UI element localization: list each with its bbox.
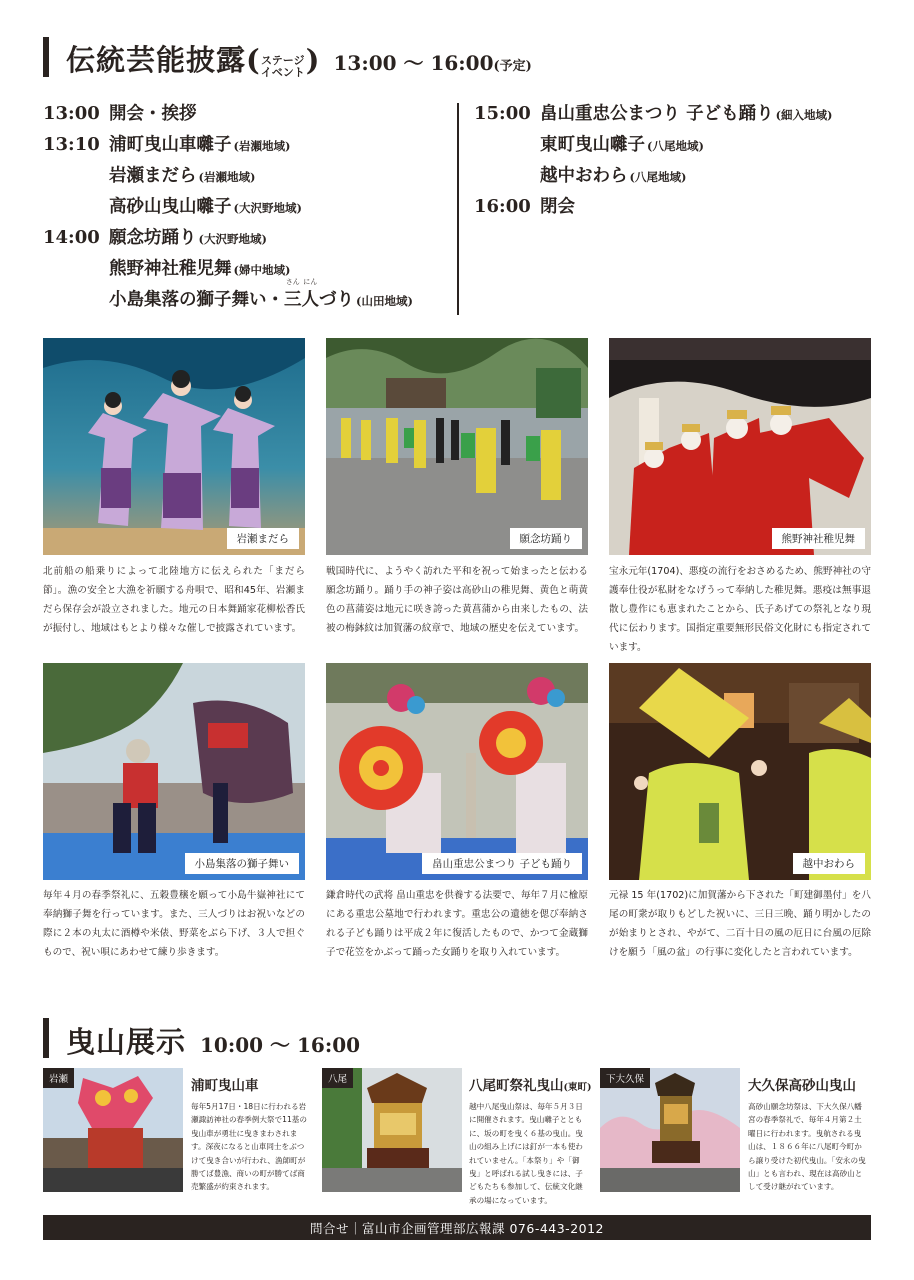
ruby-word (284, 278, 319, 311)
owara-dance-illustration (609, 663, 871, 880)
photo-label: 熊野神社稚児舞 (772, 528, 866, 549)
schedule-row (43, 224, 413, 255)
schedule-event: 東町曳山囃子 (540, 135, 645, 155)
schedule-row (43, 193, 413, 224)
schedule-event: 願念坊踊り (109, 228, 197, 248)
hikiyama-name (191, 1074, 259, 1094)
hikiyama-section-bar (43, 1018, 49, 1058)
performance-description: 元禄 15 年(1702)に加賀藩から下された「町建御墨付」を八尾の町衆が取りもどした祝いに、三日三晩、踊り明かしたのが始まりとされ、やがて、二百十日の風の厄日に台風の厄除けを願う「風の盆」の行事に変化したと言われています。 (609, 890, 871, 958)
schedule-event-suffix: づり (319, 290, 354, 310)
schedule-time: 13:10 (43, 134, 100, 155)
hikiyama-name-text: 八尾町祭礼曳山 (469, 1078, 564, 1094)
schedule-area: (細入地域) (775, 108, 833, 122)
schedule-event: 熊野神社稚児舞 (109, 259, 232, 279)
performance-description: 戦国時代に、ようやく訪れた平和を祝って始まったと伝わる願念坊踊り。踊り手の神子姿は高砂山の稚児舞、黄色と萌黄色の菖蒲姿は地元に咲き誇った黄菖蒲から由来したもの、法被の梅鉢紋は加賀藩の紋章で、地域の歴史を伝えています。 (326, 566, 588, 634)
schedule-area: (大沢野地域) (198, 232, 267, 246)
schedule-area: (山田地域) (356, 294, 413, 308)
schedule-row (43, 278, 413, 317)
dancers-illustration (43, 338, 305, 555)
hikiyama-name-suffix: (東町) (563, 1082, 592, 1093)
stage-section-bar (43, 37, 49, 77)
schedule-area: (婦中地域) (233, 263, 291, 277)
schedule-event: 開会・挨拶 (109, 104, 197, 124)
hikiyama-title: 曳山展示 (66, 1025, 187, 1059)
photo-kumano-chigomai (609, 338, 871, 555)
hikiyama-description: 高砂山願念坊祭は、下大久保八幡宮の春季祭礼で、毎年４月第２土曜日に行われます。曳航される曳山は、１８６６年に八尾町今町から譲り受けた初代曳山。「安永の曳山」とも言われ、現在は高砂山として受け継がれています。 (748, 1102, 866, 1192)
lion-dance-illustration (43, 663, 305, 880)
schedule-event-text: 小島集落の獅子舞い・ (109, 290, 284, 310)
photo-iwase-madara (43, 338, 305, 555)
schedule-event: 畠山重忠公まつり 子ども踊り (540, 104, 774, 124)
schedule-time: 16:00 (474, 196, 531, 217)
schedule-time: 14:00 (43, 227, 100, 248)
photo-kojima-shishimai (43, 663, 305, 880)
schedule-row (474, 131, 832, 162)
photo-label: 小島集落の獅子舞い (185, 853, 300, 874)
schedule-row (43, 162, 413, 193)
schedule-row (474, 162, 832, 193)
schedule-area: (岩瀬地域) (233, 139, 291, 153)
schedule-right (474, 100, 832, 224)
schedule-left (43, 100, 413, 317)
stage-paren-close: ) (305, 43, 320, 77)
schedule-row (43, 131, 413, 162)
schedule-event: 浦町曳山車囃子 (109, 135, 232, 155)
photo-etchu-owara (609, 663, 871, 880)
hikiyama-tag: 八尾 (322, 1068, 353, 1088)
umbrella-dance-illustration (326, 663, 588, 880)
hikiyama-time: 10:00 〜 16:00 (200, 1033, 361, 1057)
photo-label: 越中おわら (793, 853, 866, 874)
dancers-illustration (326, 338, 588, 555)
ruby-reading-1: さん (285, 278, 300, 286)
stage-time-note: (予定) (493, 59, 532, 74)
dancers-illustration (609, 338, 871, 555)
schedule-area: (八尾地域) (629, 170, 687, 184)
stage-ruby-line2: イベント (260, 66, 305, 79)
hikiyama-name (469, 1074, 592, 1094)
ruby-reading-2: にん (303, 278, 318, 286)
schedule-time: 15:00 (474, 103, 531, 124)
schedule-event: 閉会 (540, 197, 575, 217)
ruby-base: 三人 (284, 290, 319, 310)
performance-description: 宝永元年(1704)、悪疫の流行をおさめるため、熊野神社の守護奉仕役が私財をなげうって奉納した稚児舞。悪疫は無事退散し豊作にも恵まれたことから、氏子あげての祭礼となり現代に伝わります。国指定重要無形民俗文化財にも指定されています。 (609, 566, 871, 653)
stage-section-title (66, 38, 532, 85)
hikiyama-description: 越中八尾曳山祭は、毎年５月３日に開催されます。曳山囃子とともに、坂の町を曳く６基の曳山。曳山の組み上げには釘が一本も使われていません。「本祭り」や「御曳」と呼ばれる試し曳きには、子どもたちも参加して、伝統文化継承の場になっています。 (469, 1102, 583, 1205)
photo-hatakeyama-kodomo-odori (326, 663, 588, 880)
contact-footer: 問合せ｜富山市企画管理部広報課 076-443-2012 (43, 1215, 871, 1240)
hikiyama-photo-yatsuo (322, 1068, 462, 1192)
hikiyama-description: 毎年5月17日・18日に行われる岩瀬諏訪神社の春季例大祭で11基の曳山車が勇壮に曳きまわされます。深夜になると山車同士をぶつけて曳き合いが行われ、漁師町が勝てば豊漁、商いの町が勝てば商売繁盛が約束されます。 (191, 1102, 307, 1192)
schedule-event: 岩瀬まだら (109, 166, 197, 186)
schedule-event: 高砂山曳山囃子 (109, 197, 232, 217)
schedule-event (109, 278, 354, 311)
schedule-row (474, 193, 832, 224)
schedule-row (43, 255, 413, 286)
schedule-event: 越中おわら (540, 166, 628, 186)
performance-description: 鎌倉時代の武将 畠山重忠を供養する法要で、毎年７月に楡原にある重忠公墓地で行われます。重忠公の遺徳を偲び奉納される子ども踊りは平成２年に復活したもので、かつて金蔵獅子で花笠をかぶって踊った女踊りを取り入れています。 (326, 890, 588, 958)
photo-label: 畠山重忠公まつり 子ども踊り (422, 853, 582, 874)
stage-time: 13:00 〜 16:00 (333, 51, 494, 75)
hikiyama-tag: 岩瀬 (43, 1068, 74, 1088)
hikiyama-photo-shimo-okubo (600, 1068, 740, 1192)
schedule-area: (八尾地域) (647, 139, 704, 153)
schedule-area: (岩瀬地域) (198, 170, 256, 184)
stage-paren-open: ( (246, 43, 260, 77)
ruby-reading (284, 277, 319, 287)
photo-gannenbo-odori (326, 338, 588, 555)
schedule-area: (大沢野地域) (233, 201, 302, 215)
performance-description: 毎年４月の春季祭礼に、五穀豊穣を願って小島牛嶽神社にて奉納獅子舞を行っています。また、三人づりはお祝いなどの際に２本の丸太に酒樽や米俵、野菜をぶら下げ、３人で担ぐもので、祝い唄にあわせて練り歩きます。 (43, 890, 305, 958)
stage-title: 伝統芸能披露 (66, 43, 247, 77)
stage-ruby-line1: ステージ (260, 54, 305, 67)
schedule-divider (457, 103, 459, 315)
hikiyama-name-text: 浦町曳山車 (191, 1078, 259, 1094)
schedule-row (474, 100, 832, 131)
performance-description: 北前船の船乗りによって北陸地方に伝えられた「まだら節」。漁の安全と大漁を祈願する舟唄で、昭和45年、岩瀬まだら保存会が設立されました。地元の日本舞踊家花柳松香氏が振付し、地域はもとより様々な催しで披露されています。 (43, 566, 305, 634)
hikiyama-tag: 下大久保 (600, 1068, 650, 1088)
stage-ruby (261, 55, 305, 79)
hikiyama-photo-iwase (43, 1068, 183, 1192)
photo-label: 岩瀬まだら (227, 528, 300, 549)
hikiyama-section-title (66, 1020, 360, 1061)
schedule-row (43, 100, 413, 131)
schedule-time: 13:00 (43, 103, 100, 124)
photo-label: 願念坊踊り (510, 528, 583, 549)
hikiyama-name (748, 1074, 856, 1094)
hikiyama-name-text: 大久保高砂山曳山 (748, 1078, 856, 1094)
